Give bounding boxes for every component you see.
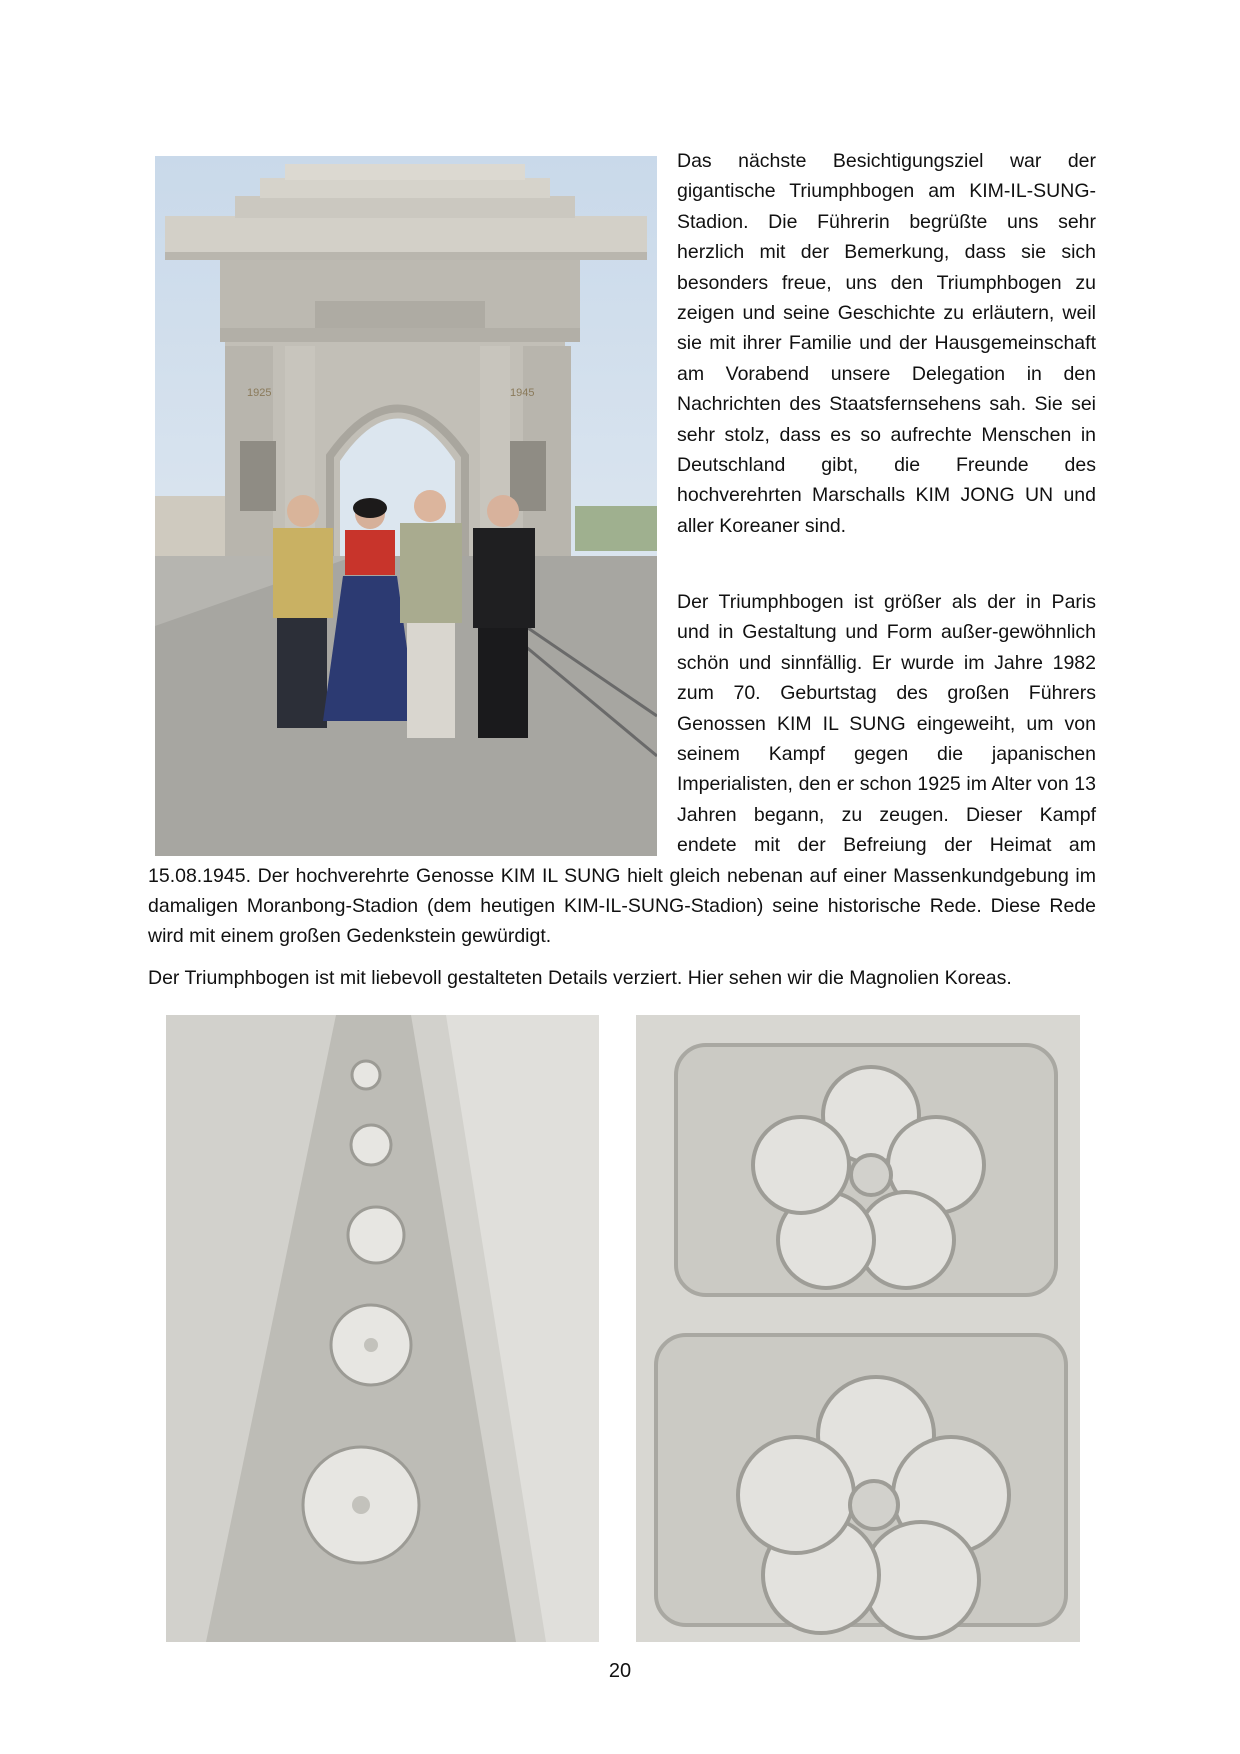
paragraph-arch-history bbox=[148, 587, 1096, 952]
page-number: 20 bbox=[608, 1660, 632, 1682]
magnolia-closeup-photo bbox=[636, 1015, 1080, 1642]
paragraph-visit-arch-text: Das nächste Besichtigungsziel war der gigantische Triumphbogen am KIM-IL-SUNG-Stadion. Die Führerin begrüßte uns sehr herzlich mit der Bemerkung, dass sie sich besonders freue, uns den Triumphbogen zu zeigen und seine Geschichte zu erläutern, weil sie mit ihrer Familie und der Hausgemeinschaft am Vorabend unsere Delegation in den Nachrichten des Staatsfernsehens sah. Sie sei sehr stolz, dass es so aufrechte Menschen in Deutschland gibt, die Freunde des hochverehrten Marschalls KIM JONG UN und aller Koreaner sind. bbox=[677, 150, 1096, 537]
paragraph-arch-history-text: Der Triumphbogen ist größer als der in Paris und in Gestaltung und Form außer-gewöhnlich schön und sinnfällig. Er wurde im Jahre 1982 zum 70. Geburtstag des großen Führers Genossen KIM IL SUNG eingeweiht, um von seinem Kampf gegen die japanischen Imperialisten, den er schon 1925 im Alter von 13 Jahren begann, zu zeugen. Dieser Kampf endete mit der Befreiung der Heimat am 15.08.1945. Der hochverehrte Genosse KIM IL SUNG hielt gleich nebenan auf einer Massenkundgebung im damaligen Moranbong-Stadion (dem heutigen KIM-IL-SUNG-Stadion) seine historische Rede. Diese Rede wird mit einem großen Gedenkstein gewürdigt. bbox=[148, 591, 1096, 948]
arch-year-right: 1945 bbox=[510, 387, 535, 399]
frieze-illustration bbox=[166, 1015, 599, 1642]
arch-year-left: 1925 bbox=[247, 387, 272, 399]
closeup-illustration bbox=[636, 1015, 1080, 1642]
paragraph-magnolia: Der Triumphbogen ist mit liebevoll gestalteten Details verziert. Hier sehen wir die Magnolien Koreas. bbox=[148, 967, 1012, 989]
magnolia-frieze-photo bbox=[166, 1015, 599, 1642]
